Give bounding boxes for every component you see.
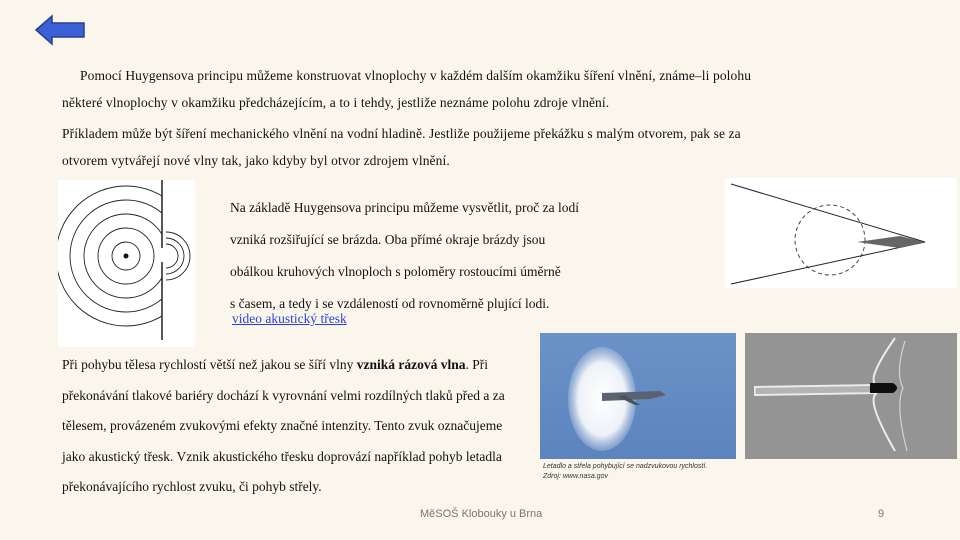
shock-text-post: . Při překonávání tlakové bariéry dochází k vyrovnání velmi rozdílných tlaků před a za tělesem, provázeném zvukovými efekty značné intenzity. Tento zvuk označujeme jako akustický třesk. Vznik akustického třesku doprovází například pohyb letadla překonávajícího rychlost zvuku, či pohyb střely. <box>62 357 505 494</box>
boat-line-4: s časem, a tedy i se vzdáleností od rovnoměrně plující lodi. <box>230 296 550 311</box>
example-paragraph <box>62 120 902 174</box>
caption-line-2: Zdroj: www.nasa.gov <box>543 473 608 480</box>
photo-caption <box>543 462 707 482</box>
intro-line-1: Pomocí Huygensova principu můžeme konstruovat vlnoplochy v každém dalším okamžiku šíření vlnění, známe–li polohu <box>80 68 752 83</box>
shock-wave-paragraph <box>62 350 522 503</box>
example-line-1: Příkladem může být šíření mechanického vlnění na vodní hladině. Jestliže použijeme překážku s malým otvorem, pak se za <box>62 126 741 141</box>
back-button[interactable] <box>34 14 86 46</box>
page-number: 9 <box>878 508 885 520</box>
shock-bold-term: vzniká rázová vlna <box>356 357 466 372</box>
bullet-shock-photo <box>745 333 957 459</box>
boat-line-3: obálkou kruhových vlnoploch s poloměry rostoucími úměrně <box>230 264 561 279</box>
boat-wake-paragraph <box>230 192 660 320</box>
video-link[interactable]: video akustický třesk <box>232 311 347 326</box>
caption-line-1: Letadlo a střela pohybující se nadzvukovou rychlostí. <box>543 463 708 470</box>
intro-paragraph <box>62 62 902 116</box>
jet-photo <box>540 333 736 459</box>
boat-line-2: vzniká rozšiřující se brázda. Oba přímé okraje brázdy jsou <box>230 232 546 247</box>
boat-line-1: Na základě Huygensova principu můžeme vysvětlit, proč za lodí <box>230 200 580 215</box>
shock-text-pre: Při pohybu tělesa rychlostí větší než jakou se šíří vlny <box>62 357 357 372</box>
boat-wake-figure <box>725 178 957 288</box>
example-line-2: otvorem vytvářejí nové vlny tak, jako kdyby byl otvor zdrojem vlnění. <box>62 153 450 168</box>
diffraction-figure <box>58 180 195 347</box>
intro-line-2: některé vlnoplochy v okamžiku předcházejícím, a to i tehdy, jestliže neznáme polohu zdroje vlnění. <box>62 95 610 110</box>
footer-school: MěSOŠ Klobouky u Brna <box>420 508 543 520</box>
arrow-left-icon <box>34 14 86 46</box>
